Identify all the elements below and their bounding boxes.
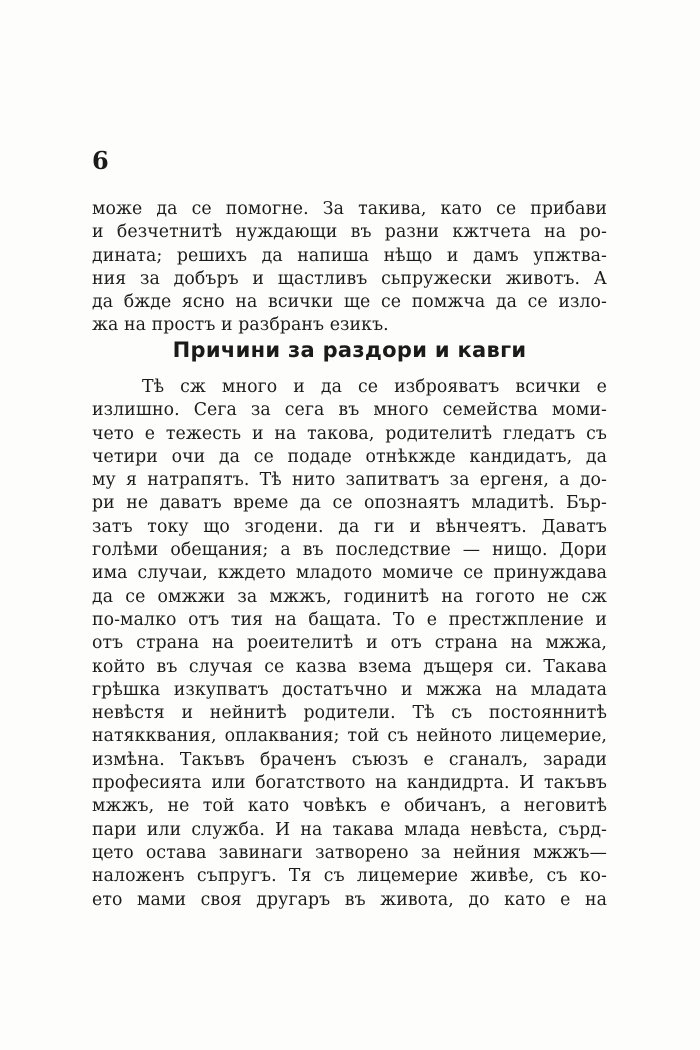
text-line: ния за добъръ и щастливъ сьпружески животъ. А — [92, 268, 607, 289]
text-line: отъ страна на роеителитѣ и отъ страна на мжжа, — [92, 633, 607, 654]
paragraph-intro — [92, 198, 607, 338]
text-line: да бжде ясно на всички ще се помжча да се изло- — [92, 292, 607, 313]
text-line: ри не даватъ време да се опознаятъ младитѣ. Бър- — [92, 493, 607, 514]
text-line: пари или служба. И на такава млада невѣста, сърд- — [92, 819, 607, 840]
text-line: натякквания, оплаквания; той съ нейното лицемерие, — [92, 726, 607, 747]
page-number: 6 — [92, 146, 109, 175]
paragraph-causes — [92, 376, 607, 912]
text-line: четири очи да се подаде отнѣкжде кандидатъ, да — [92, 446, 607, 467]
text-line: цето остава завинаги затворено за нейния мжжъ— — [92, 842, 607, 863]
text-line: грѣшка изкупватъ достатъчно и мжжа на младата — [92, 679, 607, 700]
text-line: има случаи, кждето младото момиче се принуждава — [92, 563, 607, 584]
text-line: професията или богатството на кандидрта. И такъвъ — [92, 773, 607, 794]
text-line: измѣна. Такъвъ браченъ съюзъ е сганалъ, заради — [92, 749, 607, 770]
text-line: дината; решихъ да напиша нѣщо и дамъ упжтва- — [92, 245, 607, 266]
text-line: Тѣ сж много и да се изброяватъ всички е — [142, 377, 607, 397]
section-heading: Причини за раздори и кавги — [172, 338, 527, 362]
text-line: ето мами своя другаръ въ живота, до като е на — [92, 889, 607, 910]
text-line: мжжъ, не той като човѣкъ е обичанъ, а неговитѣ — [92, 796, 607, 817]
text-line: по-малко отъ тия на бащата. То е престжпление и — [92, 609, 607, 630]
text-line: наложенъ съпругъ. Тя съ лицемерие живѣе, съ ко- — [92, 866, 607, 887]
text-line: излишно. Сега за сега въ много семейства моми- — [92, 400, 607, 421]
text-line: чето е тежесть и на такова, родителитѣ гледатъ съ — [92, 423, 607, 444]
text-line: може да се помогне. За такива, като се прибави — [92, 199, 607, 219]
text-line: невѣстя и нейнитѣ родители. Тѣ съ постояннитѣ — [92, 703, 607, 724]
text-line: да се омжжи за мжжъ, годинитѣ на гогото не сж — [92, 586, 607, 607]
text-line: голѣми обещания; а въ последствие — нищо. Дори — [92, 540, 607, 561]
text-line: жа на простъ и разбранъ езикъ. — [92, 315, 389, 336]
text-line: и безчетнитѣ нуждающи въ разни кжтчета на ро- — [92, 222, 607, 243]
text-line: който въ случая се казва взема дъщеря си. Такава — [92, 656, 607, 677]
text-line: му я натрапятъ. Тѣ нито запитватъ за ергеня, а до- — [92, 470, 607, 491]
text-line: затъ току що згодени. да ги и вѣнчеятъ. Даватъ — [92, 516, 607, 537]
